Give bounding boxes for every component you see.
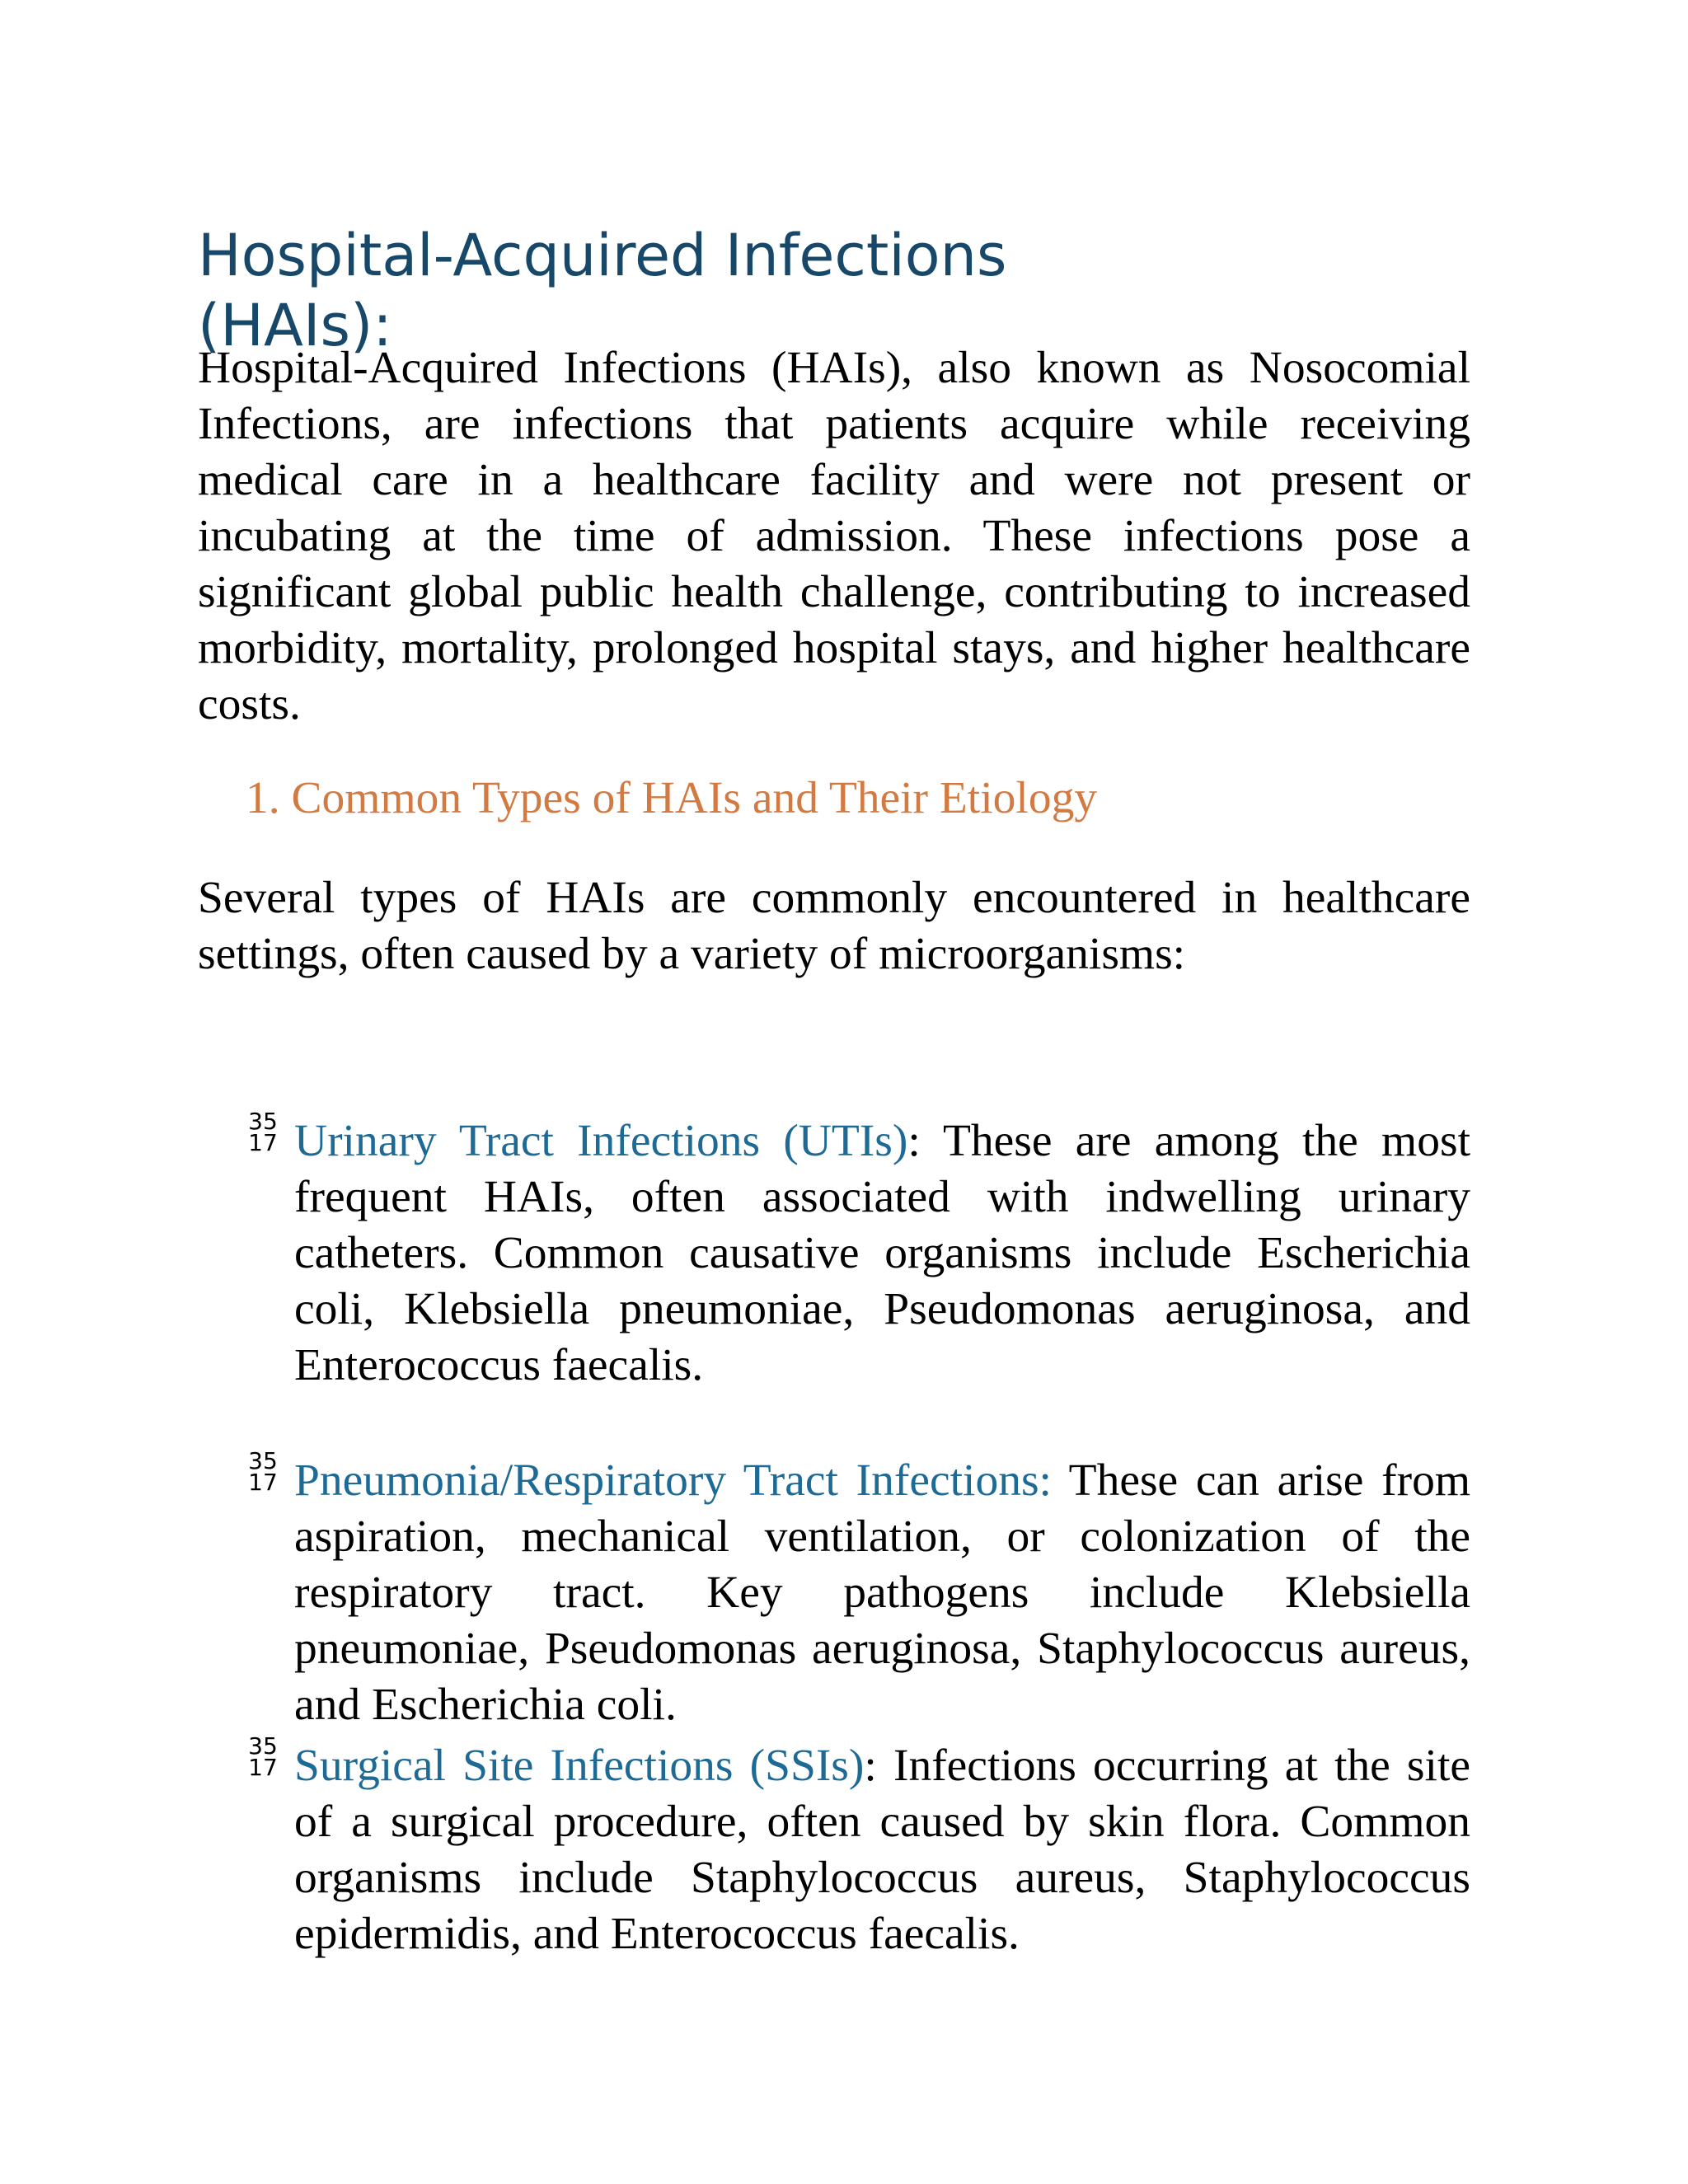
list-item-term: Pneumonia/Respiratory Tract Infections:: [294, 1455, 1052, 1506]
bullet-marker-bottom: 17: [248, 1129, 278, 1156]
section-heading: 1. Common Types of HAIs and Their Etiology: [246, 773, 1098, 823]
list-item-description: These can arise from aspiration, mechanical ventilation, or colonization of the respiratory tract. Key pathogens include Klebsiella pneumoniae, Pseudomonas aeruginosa, Staphylococcus aureus, and Escherichia coli.: [294, 1455, 1470, 1730]
intro-paragraph: Hospital-Acquired Infections (HAIs), also known as Nosocomial Infections, are infections that patients acquire while receiving medical care in a healthcare facility and were not present or incubating at the time of admission. These infections pose a significant global public health challenge, contributing to increased morbidity, mortality, prolonged hospital stays, and higher healthcare costs.: [198, 343, 1470, 729]
list-item-ssis: [294, 1738, 1470, 1962]
list-item-pneumonia: [294, 1453, 1470, 1733]
list-item-term: Surgical Site Infections (SSIs): [294, 1741, 865, 1791]
bullet-marker-top: 35: [248, 1732, 278, 1760]
bullet-marker-bottom: 17: [248, 1469, 278, 1496]
bullet-marker-icon: [246, 1732, 280, 1781]
list-item-utis: [294, 1113, 1470, 1394]
bullet-marker-icon: [246, 1108, 280, 1156]
bullet-marker-top: 35: [248, 1447, 278, 1474]
list-item-term: Urinary Tract Infections (UTIs): [294, 1116, 908, 1166]
bullet-marker-top: 35: [248, 1108, 278, 1135]
bullet-marker-icon: [246, 1447, 280, 1496]
section-lead-paragraph: Several types of HAIs are commonly encountered in healthcare settings, often caused by a variety of microorganisms:: [198, 873, 1470, 979]
list-item-description: : Infections occurring at the site of a surgical procedure, often caused by skin flora. Common organisms include Staphylococcus aureus, Staphylococcus epidermidis, and Enterococcus faecalis.: [294, 1741, 1470, 1959]
bullet-marker-bottom: 17: [248, 1754, 278, 1781]
list-item-description: : These are among the most frequent HAIs, often associated with indwelling urinary catheters. Common causative organisms include Escherichia coli, Klebsiella pneumoniae, Pseudomonas aeruginosa, and Enterococcus faecalis.: [294, 1116, 1470, 1390]
page-title: Hospital-Acquired Infections (HAIs):: [198, 222, 1007, 359]
